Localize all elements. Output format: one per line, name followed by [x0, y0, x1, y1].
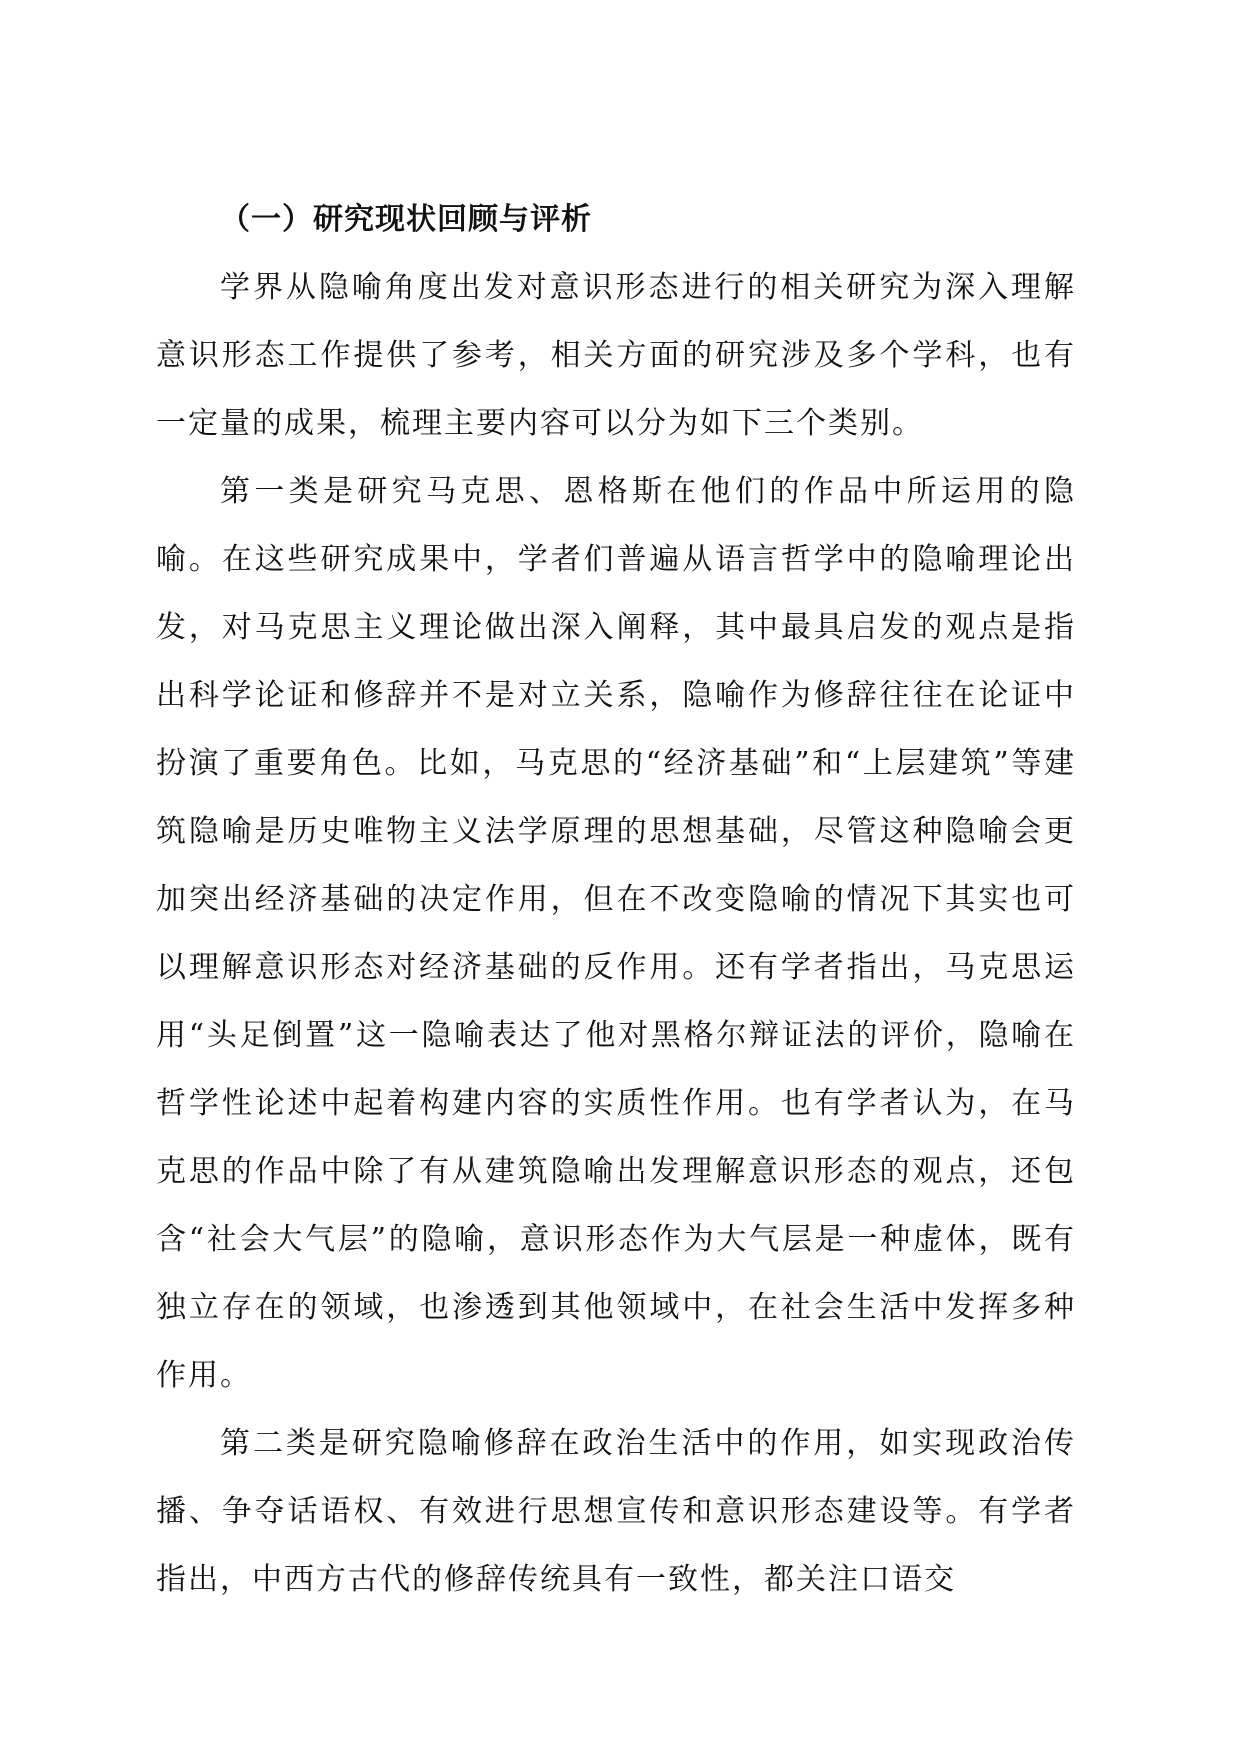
section-heading: （一）研究现状回顾与评析	[220, 202, 592, 237]
document-body	[156, 186, 1076, 1614]
paragraph-category-two: 第二类是研究隐喻修辞在政治生活中的作用，如实现政治传播、争夺话语权、有效进行思想宣传和意识形态建设等。有学者指出，中西方古代的修辞传统具有一致性，都关注口语交	[156, 1426, 1076, 1597]
paragraph-intro: 学界从隐喻角度出发对意识形态进行的相关研究为深入理解意识形态工作提供了参考，相关方面的研究涉及多个学科，也有一定量的成果，梳理主要内容可以分为如下三个类别。	[156, 270, 1076, 441]
paragraph-category-one: 第一类是研究马克思、恩格斯在他们的作品中所运用的隐喻。在这些研究成果中，学者们普遍从语言哲学中的隐喻理论出发，对马克思主义理论做出深入阐释，其中最具启发的观点是指出科学论证和修辞并不是对立关系，隐喻作为修辞往往在论证中扮演了重要角色。比如，马克思的“经济基础”和“上层建筑”等建筑隐喻是历史唯物主义法学原理的思想基础，尽管这种隐喻会更加突出经济基础的决定作用，但在不改变隐喻的情况下其实也可以理解意识形态对经济基础的反作用。还有学者指出，马克思运用“头足倒置”这一隐喻表达了他对黑格尔辩证法的评价，隐喻在哲学性论述中起着构建内容的实质性作用。也有学者认为，在马克思的作品中除了有从建筑隐喻出发理解意识形态的观点，还包含“社会大气层”的隐喻，意识形态作为大气层是一种虚体，既有独立存在的领域，也渗透到其他领域中，在社会生活中发挥多种作用。	[156, 474, 1076, 1393]
